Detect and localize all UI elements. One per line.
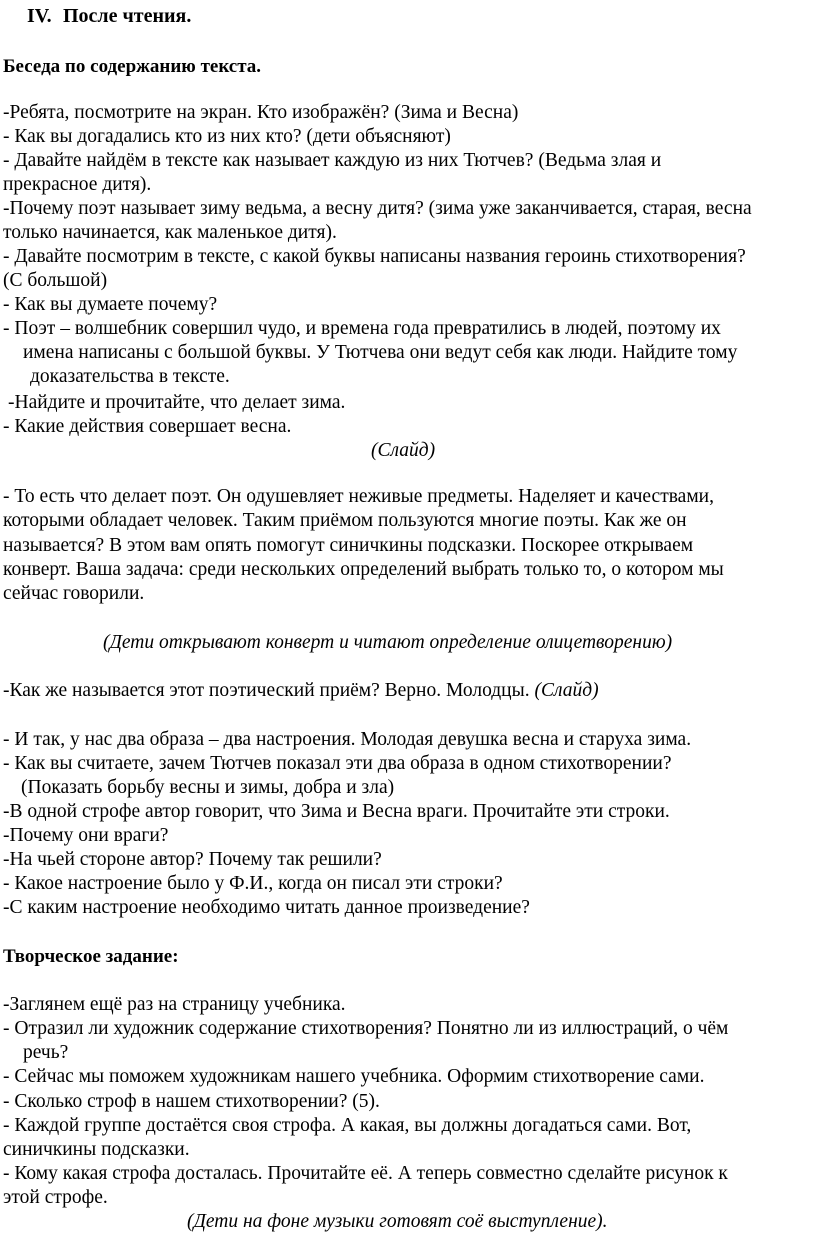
text-line: сейчас говорили. xyxy=(3,583,145,604)
text-line: -В одной строфе автор говорит, что Зима и Весна враги. Прочитайте эти строки. xyxy=(3,801,670,822)
text-line: - Каждой группе достаётся своя строфа. А какая, вы должны догадаться сами. Вот, xyxy=(3,1115,692,1136)
text-line: - Сейчас мы поможем художникам нашего учебника. Оформим стихотворение сами. xyxy=(3,1066,705,1087)
text-line: - Отразил ли художник содержание стихотворения? Понятно ли из иллюстраций, о чём xyxy=(3,1018,729,1039)
heading-number: IV. xyxy=(27,5,52,27)
text-line: - И так, у нас два образа – два настроения. Молодая девушка весна и старуха зима. xyxy=(3,729,692,750)
text-line: - Давайте найдём в тексте как называет каждую из них Тютчев? (Ведьма злая и xyxy=(3,150,662,171)
text-line: - Давайте посмотрим в тексте, с какой буквы написаны названия героинь стихотворения? xyxy=(3,246,746,267)
envelope-note: (Дети открывают конверт и читают определение олицетворению) xyxy=(103,632,673,653)
text-line: речь? xyxy=(23,1042,69,1063)
heading-title: После чтения. xyxy=(63,5,192,27)
text-line: -Почему они враги? xyxy=(3,825,169,846)
text-line: (Показать борьбу весны и зимы, добра и зла) xyxy=(21,777,395,798)
text-line: -С каким настроение необходимо читать данное произведение? xyxy=(3,897,530,918)
text-line: - То есть что делает поэт. Он одушевляет неживые предметы. Наделяет и качествами, xyxy=(3,486,714,507)
subheading-conversation: Беседа по содержанию текста. xyxy=(3,56,262,77)
text-line: - Сколько строф в нашем стихотворении? (5). xyxy=(3,1091,380,1112)
text-line: - Как вы догадались кто из них кто? (дети объясняют) xyxy=(3,126,451,147)
slide-note: (Слайд) xyxy=(371,440,436,461)
text-line: называется? В этом вам опять помогут синичкины подсказки. Поскорее открываем xyxy=(3,535,694,556)
text-line: - Как вы думаете почему? xyxy=(3,294,218,315)
subheading-creative-task: Творческое задание: xyxy=(3,946,179,967)
text-line: - Как вы считаете, зачем Тютчев показал эти два образа в одном стихотворении? xyxy=(3,753,672,774)
text-line: -Почему поэт называет зиму ведьма, а весну дитя? (зима уже заканчивается, старая, весна xyxy=(3,198,752,219)
section-heading xyxy=(3,4,191,28)
text-line: -На чьей стороне автор? Почему так решили? xyxy=(3,849,382,870)
performance-note: (Дети на фоне музыки готовят соё выступление). xyxy=(187,1211,608,1232)
text-line: этой строфе. xyxy=(3,1187,108,1208)
text-line: доказательства в тексте. xyxy=(30,366,230,387)
text-line: - Кому какая строфа досталась. Прочитайте её. А теперь совместно сделайте рисунок к xyxy=(3,1163,728,1184)
text-line: прекрасное дитя). xyxy=(3,174,152,195)
slide-note: (Слайд) xyxy=(534,680,599,701)
text-line: имена написаны с большой буквы. У Тютчева они ведут себя как люди. Найдите тому xyxy=(23,342,738,363)
text-line: -Заглянем ещё раз на страницу учебника. xyxy=(3,994,346,1015)
text-line: только начинается, как маленькое дитя). xyxy=(3,222,337,243)
text-line: (С большой) xyxy=(3,270,108,291)
text-line: -Найдите и прочитайте, что делает зима. xyxy=(8,392,346,413)
text-line: - Какие действия совершает весна. xyxy=(3,416,292,437)
text-line: - Какое настроение было у Ф.И., когда он писал эти строки? xyxy=(3,873,503,894)
text-line: - Поэт – волшебник совершил чудо, и времена года превратились в людей, поэтому их xyxy=(3,318,721,339)
text-line: которыми обладает человек. Таким приёмом пользуются многие поэты. Как же он xyxy=(3,510,687,531)
text-line: конверт. Ваша задача: среди нескольких определений выбрать только то, о котором мы xyxy=(3,559,724,580)
text-line xyxy=(3,679,599,703)
question-text: -Как же называется этот поэтический приём? Верно. Молодцы. xyxy=(3,680,535,701)
text-line: -Ребята, посмотрите на экран. Кто изображён? (Зима и Весна) xyxy=(3,102,519,123)
text-line: синичкины подсказки. xyxy=(3,1139,190,1160)
